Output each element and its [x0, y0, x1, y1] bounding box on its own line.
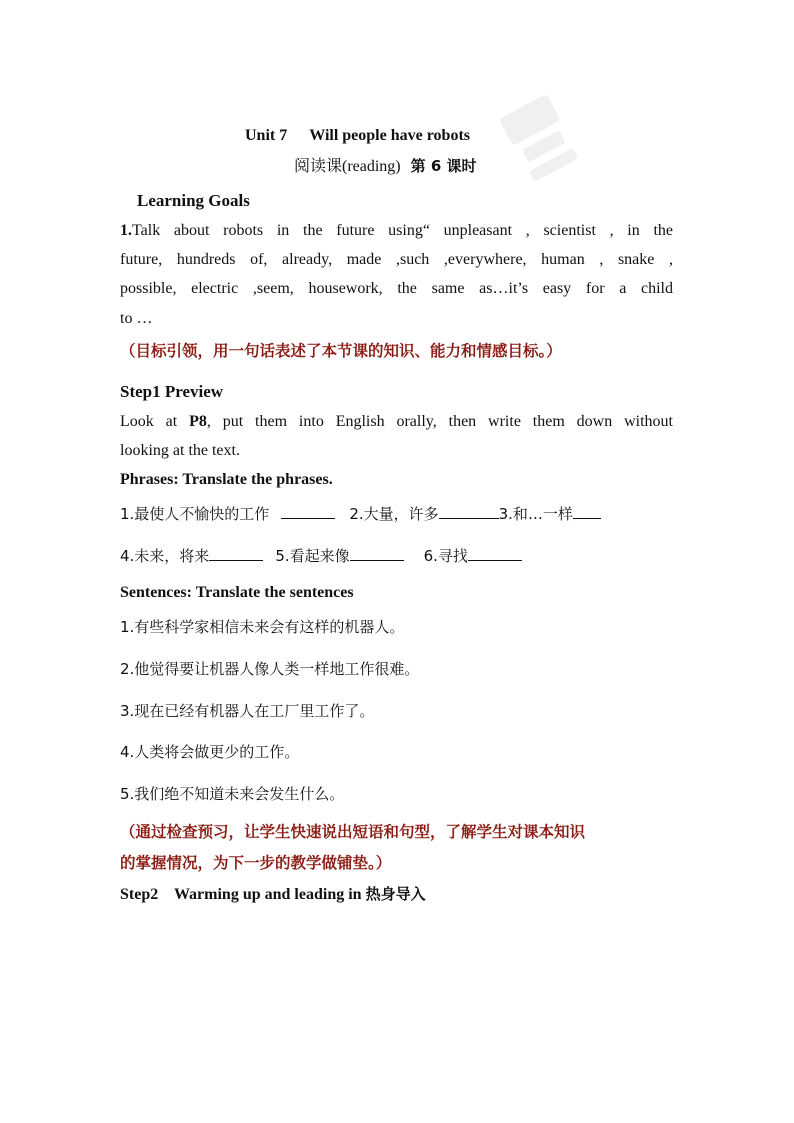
lesson-title: Will people have robots — [309, 127, 470, 144]
goals-line-4: to … — [120, 310, 153, 327]
step2-heading — [120, 884, 426, 905]
answer-blank[interactable] — [439, 504, 499, 519]
phrases-heading: Phrases: Translate the phrases. — [120, 471, 333, 488]
sentences-heading: Sentences: Translate the sentences — [120, 584, 354, 601]
step2-heading-text: Step2 Warming up and leading in — [120, 886, 362, 903]
step1-instruction-line-1 — [120, 412, 673, 432]
sentence-item: 5.我们绝不知道未来会发生什么。 — [120, 785, 345, 803]
subtitle — [294, 156, 477, 177]
sentence-item: 2.他觉得要让机器人像人类一样地工作很难。 — [120, 660, 420, 678]
goals-line-1 — [120, 221, 673, 241]
subtitle-period: 第 6 课时 — [410, 157, 477, 175]
phrases-row-1 — [120, 504, 601, 525]
step1-teacher-note-line-2: 的掌握情况，为下一步的教学做铺垫。） — [120, 854, 392, 872]
phrase-item: 6.寻找 — [423, 547, 468, 565]
sentence-item: 1.有些科学家相信未来会有这样的机器人。 — [120, 618, 405, 636]
instruction-text-b: , put them into English orally, then write them down without — [206, 413, 673, 430]
goals-item-number: 1. — [120, 222, 132, 239]
phrase-item: 2.大量，许多 — [349, 505, 439, 523]
phrase-item: 4.未来，将来 — [120, 547, 210, 565]
phrase-item: 1.最使人不愉快的工作 — [120, 505, 270, 523]
goals-line-1-text: Talk about robots in the future using“ unpleasant , scientist , in the — [132, 222, 673, 239]
instruction-text-a: Look at — [120, 413, 190, 430]
subtitle-course-type: 阅读课(reading) — [294, 158, 401, 175]
instruction-page-ref: P8 — [189, 413, 207, 430]
phrases-row-2 — [120, 546, 522, 567]
phrase-item: 3.和…一样 — [498, 505, 573, 523]
learning-goals-heading: Learning Goals — [137, 191, 250, 210]
step1-instruction-line-2: looking at the text. — [120, 442, 240, 459]
goals-line-3: possible, electric ,seem, housework, the same as…it’s easy for a child — [120, 280, 673, 297]
sentence-item: 4.人类将会做更少的工作。 — [120, 743, 300, 761]
watermark-logo — [489, 85, 593, 197]
goals-line-2: future, hundreds of, already, made ,such ,everywhere, human , snake , — [120, 251, 673, 268]
unit-title — [245, 126, 470, 146]
phrase-item: 5.看起来像 — [275, 547, 350, 565]
step2-heading-cn: 热身导入 — [365, 885, 426, 903]
answer-blank[interactable] — [468, 546, 522, 561]
step1-heading: Step1 Preview — [120, 382, 224, 401]
unit-number: Unit 7 — [245, 127, 288, 144]
answer-blank[interactable] — [573, 504, 601, 519]
answer-blank[interactable] — [281, 504, 335, 519]
answer-blank[interactable] — [209, 546, 263, 561]
step1-teacher-note-line-1: （通过检查预习，让学生快速说出短语和句型，了解学生对课本知识 — [120, 823, 586, 841]
sentence-item: 3.现在已经有机器人在工厂里工作了。 — [120, 702, 375, 720]
goals-teacher-note: （目标引领，用一句话表述了本节课的知识、能力和情感目标。） — [120, 342, 562, 360]
answer-blank[interactable] — [350, 546, 404, 561]
